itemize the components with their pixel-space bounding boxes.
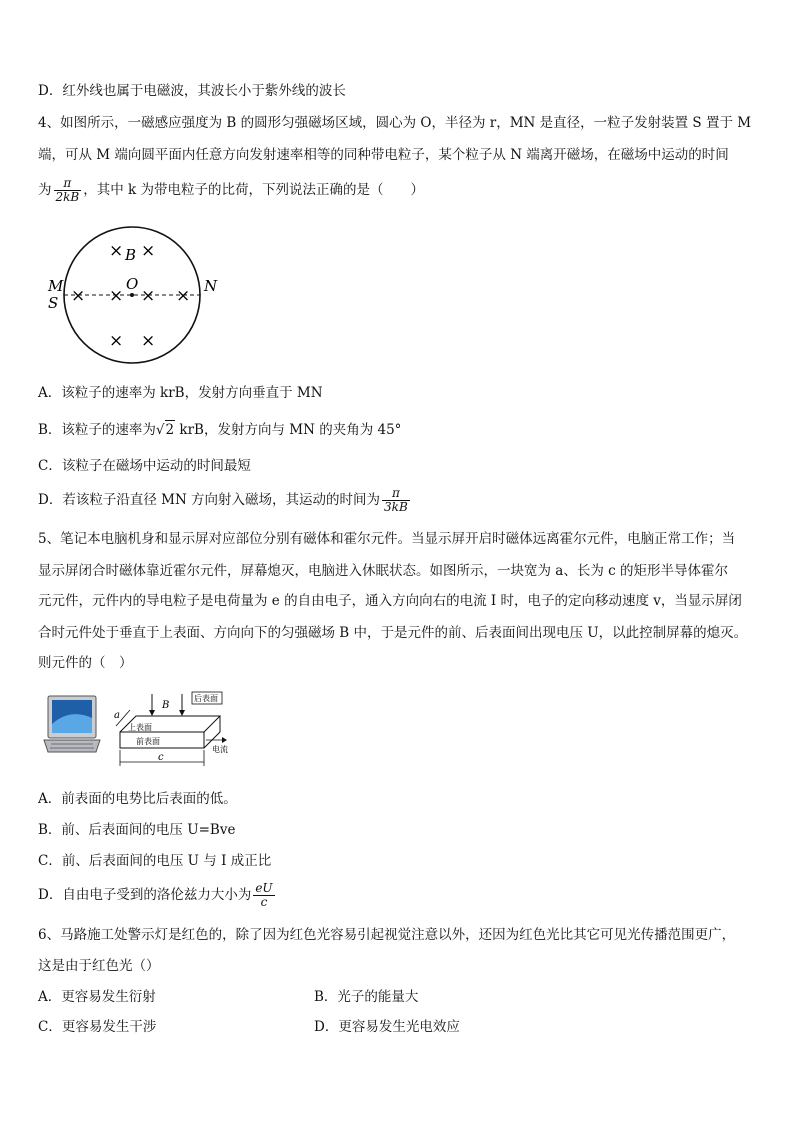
question-6-option-a: A．更容易发生衍射 xyxy=(38,989,156,1005)
question-4-stem-line-3 xyxy=(38,176,424,204)
stem-suffix: ，其中 k 为带电粒子的比荷，下列说法正确的是（ ） xyxy=(83,182,424,198)
hall-element-figure xyxy=(108,690,240,770)
option-d-prefix: D．若该粒子沿直径 MN 方向射入磁场，其运动的时间为 xyxy=(38,492,381,508)
label-back-surface: 后表面 xyxy=(194,694,218,703)
option-d-prefix: D．自由电子受到的洛伦兹力大小为 xyxy=(38,887,252,903)
label-b: B xyxy=(162,700,170,711)
b-arrow-head xyxy=(149,710,155,716)
question-6-stem-line-1: 6、马路施工处警示灯是红色的，除了因为红色光容易引起视觉注意以外，还因为红色光比其它可见光传播范围更广， xyxy=(38,927,736,943)
question-5-stem-line-3: 元元件，元件内的导电粒子是电荷量为 e 的自由电子，通入方向向右的电流 I 时，电子的定向移动速度 v，当显示屏闭 xyxy=(38,593,742,609)
question-5-option-b: B．前、后表面间的电压 U=Bve xyxy=(38,822,236,838)
hall-block xyxy=(120,716,220,748)
question-4-option-a: A．该粒子的速率为 krB，发射方向垂直于 MN xyxy=(38,385,323,401)
question-4-stem-line-1: 4、如图所示，一磁感应强度为 B 的圆形匀强磁场区域，圆心为 O，半径为 r，MN 是直径，一粒子发射装置 S 置于 M xyxy=(38,115,752,131)
label-current: 电流 xyxy=(212,745,228,754)
label-top-surface: 上表面 xyxy=(128,723,152,732)
question-4-option-b xyxy=(38,420,401,439)
b-arrow-head xyxy=(179,710,185,716)
question-4-stem-line-2: 端，可从 M 端向圆平面内任意方向发射速率相等的同种带电粒子，某个粒子从 N 端离开磁场，在磁场中运动的时间 xyxy=(38,147,729,163)
cross-mark: × xyxy=(176,286,191,306)
label-m: M xyxy=(48,277,64,295)
label-front-surface: 前表面 xyxy=(136,737,160,746)
stem-prefix: 为 xyxy=(38,182,52,198)
question-5-option-c: C．前、后表面间的电压 U 与 I 成正比 xyxy=(38,853,272,869)
option-b-prefix: B．该粒子的速率为 xyxy=(38,422,156,438)
sqrt-radicand: 2 xyxy=(165,422,175,438)
label-s: S xyxy=(48,294,59,312)
question-6-option-b: B．光子的能量大 xyxy=(314,989,419,1005)
cross-mark: × xyxy=(141,286,156,306)
laptop-icon xyxy=(42,694,102,756)
cross-mark: × xyxy=(109,241,124,261)
cross-mark: × xyxy=(109,331,124,351)
question-5-stem-line-4: 合时元件处于垂直于上表面、方向向下的匀强磁场 B 中，于是元件的前、后表面间出现电压 U，以此控制屏幕的熄灭。 xyxy=(38,625,748,641)
question-5-stem-line-1: 5、笔记本电脑机身和显示屏对应部位分别有磁体和霍尔元件。当显示屏开启时磁体远离霍尔元件，电脑正常工作；当 xyxy=(38,531,736,547)
question-5-option-a: A．前表面的电势比后表面的低。 xyxy=(38,791,237,807)
question-5-stem-line-2: 显示屏闭合时磁体靠近霍尔元件，屏幕熄灭，电脑进入休眠状态。如图所示，一块宽为 a、长为 c 的矩形半导体霍尔 xyxy=(38,563,728,579)
cross-mark: × xyxy=(141,241,156,261)
force-fraction: $\frac{eU}{c}$ xyxy=(255,881,273,909)
current-arrow-head xyxy=(222,737,227,743)
question-5-option-d xyxy=(38,878,277,912)
question-6-stem-line-2: 这是由于红色光（） xyxy=(38,958,160,974)
magnetic-field-circle-figure xyxy=(40,224,230,370)
cross-mark: × xyxy=(109,286,124,306)
label-b: B xyxy=(125,246,137,264)
cross-mark: × xyxy=(71,286,86,306)
question-5-stem-line-5: 则元件的（ ） xyxy=(38,655,133,671)
question-4-option-d xyxy=(38,486,412,514)
question-6-option-d: D．更容易发生光电效应 xyxy=(314,1019,460,1035)
option-b-suffix: krB，发射方向与 MN 的夹角为 45° xyxy=(175,422,402,438)
sqrt-sign: √ xyxy=(155,422,165,438)
time-fraction: $\frac{\pi}{3kB}$ xyxy=(384,486,408,514)
question-4-option-c: C．该粒子在磁场中运动的时间最短 xyxy=(38,458,251,474)
label-n: N xyxy=(204,277,218,295)
center-point xyxy=(130,293,134,297)
label-a: a xyxy=(114,710,120,721)
question-3-option-d: D．红外线也属于电磁波，其波长小于紫外线的波长 xyxy=(38,83,346,99)
cross-mark: × xyxy=(141,331,156,351)
question-6-option-c: C．更容易发生干涉 xyxy=(38,1019,157,1035)
time-fraction: $\frac{\pi}{2kB}$ xyxy=(55,176,80,204)
label-c: c xyxy=(158,752,164,763)
label-o: O xyxy=(126,275,139,293)
